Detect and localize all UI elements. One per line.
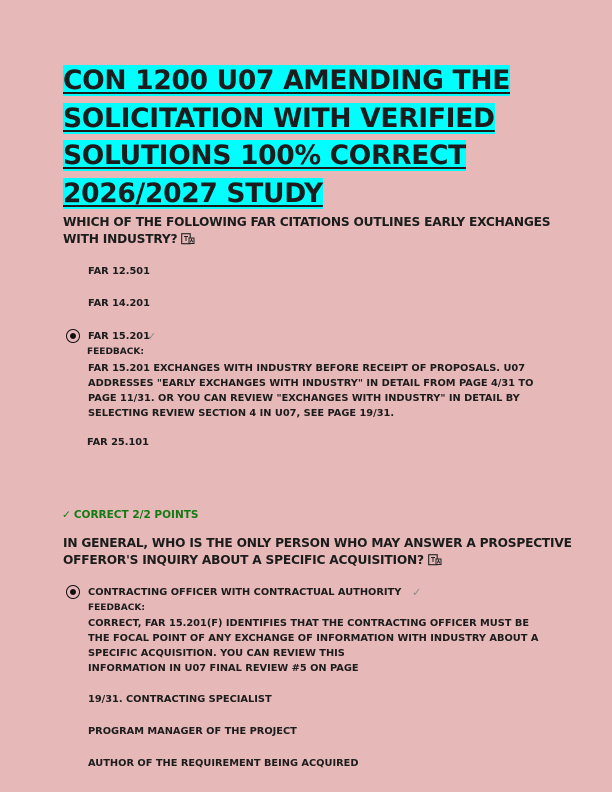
q1-option-3[interactable] xyxy=(88,331,150,342)
q2-option-3[interactable]: PROGRAM MANAGER OF THE PROJECT xyxy=(88,726,297,737)
translate-icon[interactable] xyxy=(428,554,442,566)
score-status xyxy=(62,509,198,521)
q2-option-1[interactable]: CONTRACTING OFFICER WITH CONTRACTUAL AUTHORITY xyxy=(88,587,402,598)
question-1-label: WHICH OF THE FOLLOWING FAR CITATIONS OUTLINES EARLY EXCHANGES WITH INDUSTRY? xyxy=(63,215,551,246)
radio-selected-icon[interactable] xyxy=(66,585,80,599)
q1-option-2[interactable]: FAR 14.201 xyxy=(88,298,150,309)
q2-feedback-label: FEEDBACK: xyxy=(88,603,145,613)
question-1-text xyxy=(63,214,563,248)
radio-selected-icon[interactable] xyxy=(66,329,80,343)
document-title xyxy=(63,62,598,212)
check-icon: ✓ xyxy=(62,509,71,521)
q1-option-1[interactable]: FAR 12.501 xyxy=(88,266,150,277)
q2-option-4[interactable]: AUTHOR OF THE REQUIREMENT BEING ACQUIRED xyxy=(88,758,359,769)
q2-feedback-line-1: CORRECT, FAR 15.201(F) IDENTIFIES THAT THE CONTRACTING OFFICER MUST BE THE FOCAL POINT OF ANY EXCHANGE OF INFORMATION WITH INDUSTRY ABOUT A SPECIFIC ACQUISITION. YOU CAN REVIEW THIS xyxy=(88,618,539,659)
check-icon: ✓ xyxy=(412,586,422,599)
check-icon: ✓ xyxy=(147,330,157,343)
q2-feedback-text xyxy=(88,616,548,676)
q1-option-4[interactable]: FAR 25.101 xyxy=(87,437,149,448)
q1-feedback-text: FAR 15.201 EXCHANGES WITH INDUSTRY BEFORE RECEIPT OF PROPOSALS. U07 ADDRESSES "EARLY EXCHANGES WITH INDUSTRY" IN DETAIL FROM PAGE 4/31 TO PAGE 11/31. OR YOU CAN REVIEW "EXCHANGES WITH INDUSTRY" IN DETAIL BY SELECTING REVIEW SECTION 4 IN U07, SEE PAGE 19/31. xyxy=(88,363,534,419)
q1-option-3-label: FAR 15.201 xyxy=(88,331,150,342)
q1-feedback-label: FEEDBACK: xyxy=(87,347,144,357)
score-points: 2/2 POINTS xyxy=(132,509,199,521)
translate-icon[interactable] xyxy=(181,233,195,245)
question-2-label: IN GENERAL, WHO IS THE ONLY PERSON WHO MAY ANSWER A PROSPECTIVE OFFEROR'S INQUIRY ABOUT A SPECIFIC ACQUISITION? xyxy=(63,536,572,567)
title-highlight: CON 1200 U07 AMENDING THE SOLICITATION WITH VERIFIED SOLUTIONS 100% CORRECT 2026/2027 STUDY xyxy=(63,65,511,209)
q2-feedback-line-2: INFORMATION IN U07 FINAL REVIEW #5 ON PAGE xyxy=(88,663,359,674)
question-2-text xyxy=(63,535,608,569)
q2-option-2[interactable]: 19/31. CONTRACTING SPECIALIST xyxy=(88,694,272,705)
score-label: CORRECT xyxy=(73,509,129,521)
